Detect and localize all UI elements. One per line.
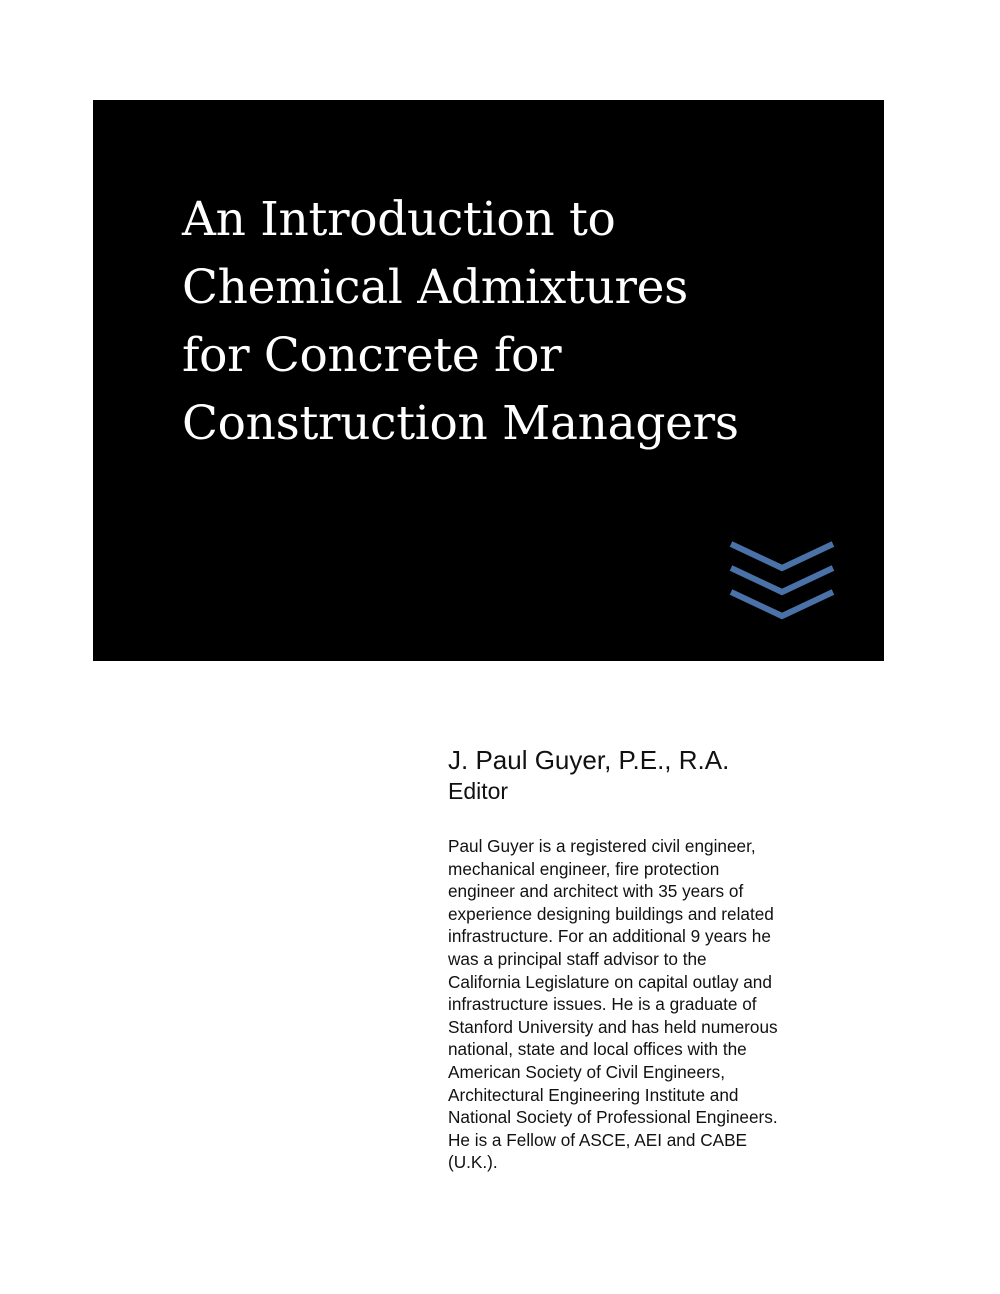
bio-line: National Society of Professional Engineers. <box>448 1107 778 1128</box>
bio-line: infrastructure. For an additional 9 years he <box>448 926 771 947</box>
author-block <box>448 744 868 806</box>
author-bio <box>448 835 848 1174</box>
bio-line: engineer and architect with 35 years of <box>448 881 744 902</box>
book-title-line: Construction Managers <box>182 396 739 451</box>
bio-line: Architectural Engineering Institute and <box>448 1084 739 1105</box>
book-title-line: for Concrete for <box>182 328 562 383</box>
bio-line: (U.K.). <box>448 1152 498 1173</box>
bio-line: Paul Guyer is a registered civil engineer, <box>448 836 756 856</box>
book-title <box>182 186 862 458</box>
bio-line: mechanical engineer, fire protection <box>448 858 720 879</box>
bio-line: was a principal staff advisor to the <box>448 948 707 969</box>
bio-line: national, state and local offices with the <box>448 1039 747 1060</box>
author-name: J. Paul Guyer, P.E., R.A. <box>448 745 730 775</box>
chevron-stroke <box>731 568 833 592</box>
bio-line: He is a Fellow of ASCE, AEI and CABE <box>448 1129 748 1150</box>
triple-chevron-down-icon <box>729 538 835 624</box>
bio-line: California Legislature on capital outlay and <box>448 971 772 992</box>
author-role: Editor <box>448 778 509 804</box>
bio-line: infrastructure issues. He is a graduate of <box>448 994 757 1015</box>
book-title-line: Chemical Admixtures <box>182 260 688 315</box>
bio-line: Stanford University and has held numerous <box>448 1016 778 1037</box>
chevron-stroke <box>731 544 833 568</box>
cover-title-panel <box>93 100 884 661</box>
chevron-stroke <box>731 592 833 616</box>
bio-line: American Society of Civil Engineers, <box>448 1061 726 1082</box>
book-title-line: An Introduction to <box>182 192 616 247</box>
bio-line: experience designing buildings and related <box>448 903 774 924</box>
